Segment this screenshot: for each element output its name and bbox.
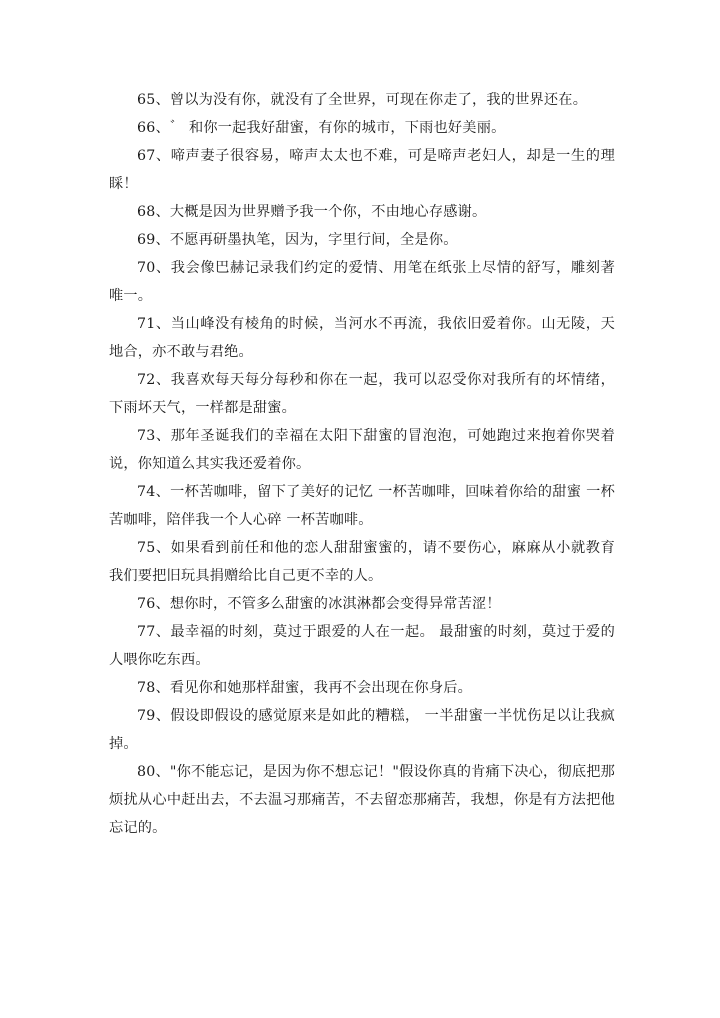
paragraph: 68、大概是因为世界赠予我一个你，不由地心存感谢。: [137, 204, 487, 220]
paragraph: 74、一杯苦咖啡，留下了美好的记忆 一杯苦咖啡，回味着你给的甜蜜 一杯苦咖啡，陪伴我一个人心碎 一杯苦咖啡。: [109, 484, 615, 528]
paragraph: 72、我喜欢每天每分每秒和你在一起，我可以忍受你对我所有的坏情绪，下雨坏天气，一样都是甜蜜。: [109, 372, 615, 416]
paragraph: 77、最幸福的时刻，莫过于跟爱的人在一起。 最甜蜜的时刻，莫过于爱的人喂你吃东西。: [109, 624, 615, 668]
paragraph: 78、看见你和她那样甜蜜，我再不会出现在你身后。: [137, 680, 472, 696]
paragraph: 75、如果看到前任和他的恋人甜甜蜜蜜的，请不要伤心，麻麻从小就教育我们要把旧玩具捐赠给比自己更不幸的人。: [109, 540, 615, 584]
paragraph: 71、当山峰没有棱角的时候，当河水不再流，我依旧爱着你。山无陵，天地合，亦不敢与君绝。: [109, 316, 615, 360]
paragraph: 79、假设即假设的感觉原来是如此的糟糕， 一半甜蜜一半忧伤足以让我疯掉。: [109, 708, 615, 752]
paragraph: 73、那年圣诞我们的幸福在太阳下甜蜜的冒泡泡，可她跑过来抱着你哭着说，你知道么其实我还爱着你。: [109, 428, 615, 472]
paragraph: 67、啼声妻子很容易，啼声太太也不难，可是啼声老妇人，却是一生的理睬！: [109, 148, 615, 192]
document-body: [109, 86, 615, 842]
paragraph: 76、想你时，不管多么甜蜜的冰淇淋都会变得异常苦涩！: [137, 596, 501, 612]
paragraph: 66、゛ 和你一起我好甜蜜，有你的城市，下雨也好美丽。: [137, 120, 506, 136]
paragraph: 69、不愿再研墨执笔，因为，字里行间，全是你。: [137, 232, 458, 248]
paragraph: 80、"你不能忘记，是因为你不想忘记！"假设你真的肯痛下决心，彻底把那烦扰从心中赶出去，不去温习那痛苦，不去留恋那痛苦，我想，你是有方法把他忘记的。: [109, 764, 615, 836]
paragraph: 65、曾以为没有你，就没有了全世界，可现在你走了，我的世界还在。: [137, 92, 588, 108]
paragraph: 70、我会像巴赫记录我们约定的爱情、用笔在纸张上尽情的舒写，雕刻著唯一。: [109, 260, 615, 304]
